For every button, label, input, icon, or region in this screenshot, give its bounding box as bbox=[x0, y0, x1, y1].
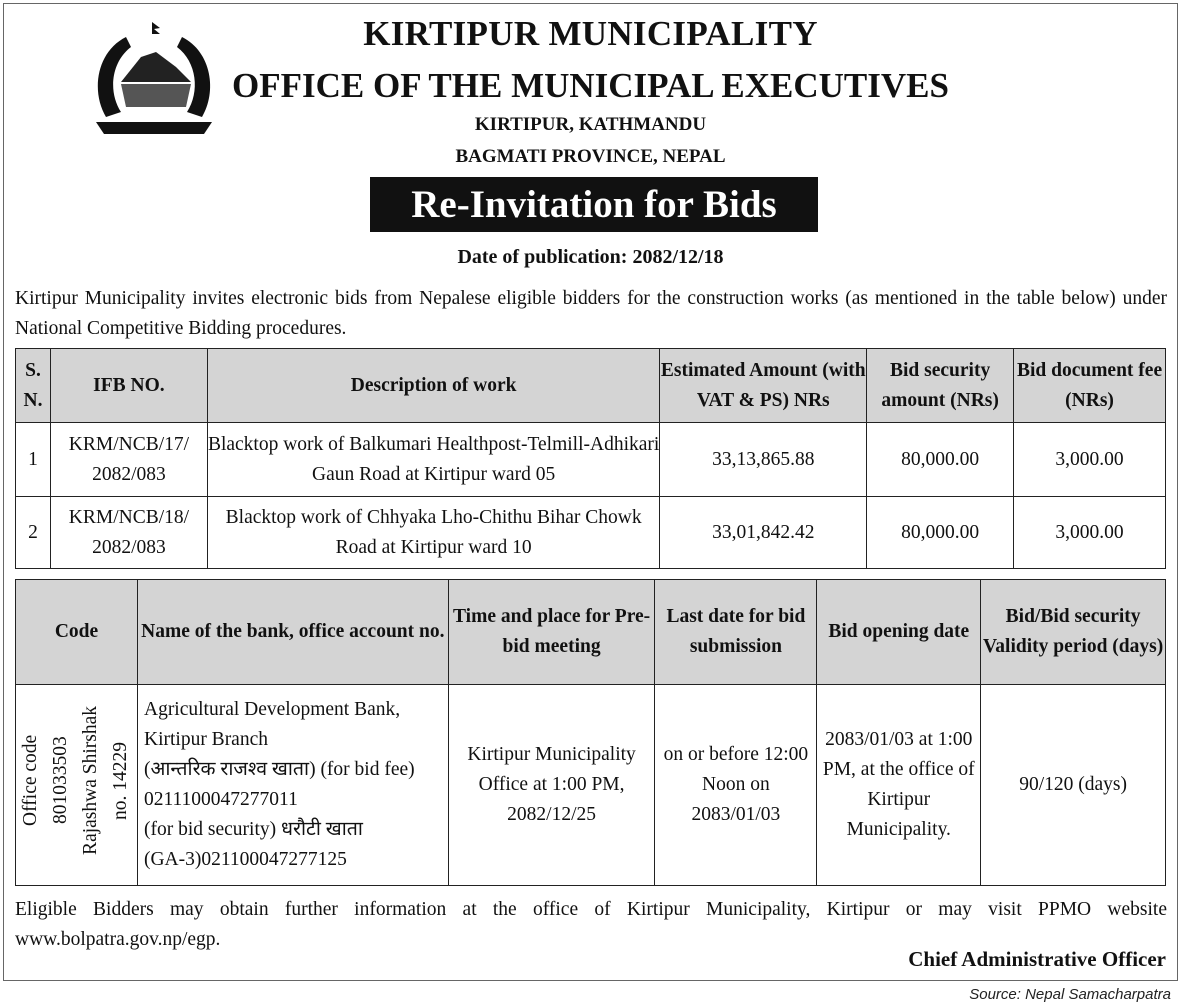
code-line: no. 14229 bbox=[110, 741, 132, 819]
bank-line: (आन्तरिक राजश्व खाता) (for bid fee) bbox=[143, 759, 415, 780]
publication-date: Date of publication: 2082/12/18 bbox=[457, 246, 724, 268]
header-description: Description of work bbox=[207, 349, 659, 423]
bid-details-table bbox=[15, 579, 1166, 886]
cell-security: 80,000.00 bbox=[867, 423, 1014, 497]
signatory: Chief Administrative Officer bbox=[908, 947, 1166, 971]
bank-line: Agricultural Development Bank, bbox=[143, 699, 401, 720]
footer-note: Eligible Bidders may obtain further information at the office of Kirtipur Municipality, Kirtipur or may visit PPMO website www.bolpatra.gov.np/egp. bbox=[15, 899, 1167, 950]
cell-security: 80,000.00 bbox=[867, 497, 1014, 569]
header-prebid: Time and place for Pre-bid meeting bbox=[448, 580, 655, 685]
table-row bbox=[16, 685, 1166, 886]
header-estimated-amount: Estimated Amount (with VAT & PS) NRs bbox=[660, 349, 867, 423]
code-line: Office code bbox=[20, 734, 42, 826]
cell-opening: 2083/01/03 at 1:00 PM, at the office of Kirtipur Municipality. bbox=[817, 685, 981, 886]
header-doc-fee: Bid document fee (NRs) bbox=[1014, 349, 1166, 423]
cell-description: Blacktop work of Chhyaka Lho-Chithu Bihar Chowk Road at Kirtipur ward 10 bbox=[207, 497, 659, 569]
source-credit: Source: Nepal Samacharpatra bbox=[969, 986, 1171, 1003]
office-province: BAGMATI PROVINCE, NEPAL bbox=[455, 146, 726, 167]
header-validity: Bid/Bid security Validity period (days) bbox=[981, 580, 1166, 685]
cell-sn: 1 bbox=[16, 423, 51, 497]
cell-bank bbox=[137, 685, 448, 886]
cell-code bbox=[16, 685, 138, 886]
intro-paragraph: Kirtipur Municipality invites electronic bids from Nepalese eligible bidders for the construction works (as mentioned in the table below) under National Competitive Bidding procedures. bbox=[15, 288, 1167, 339]
works-table bbox=[15, 348, 1166, 569]
bank-line: 0211100047277011 bbox=[143, 789, 298, 810]
cell-fee: 3,000.00 bbox=[1014, 497, 1166, 569]
table-row bbox=[16, 423, 1166, 497]
municipality-name: KIRTIPUR MUNICIPALITY bbox=[363, 14, 818, 53]
cell-amount: 33,13,865.88 bbox=[660, 423, 867, 497]
cell-ifb: KRM/NCB/18/ 2082/083 bbox=[50, 497, 207, 569]
header-last-date: Last date for bid submission bbox=[655, 580, 817, 685]
notice-title: Re-Invitation for Bids bbox=[370, 177, 818, 232]
cell-description: Blacktop work of Balkumari Healthpost-Telmill-Adhikari Gaun Road at Kirtipur ward 05 bbox=[207, 423, 659, 497]
header-opening: Bid opening date bbox=[817, 580, 981, 685]
bank-line: Kirtipur Branch bbox=[143, 729, 268, 750]
code-line: 801033503 bbox=[50, 736, 72, 824]
cell-last-date: on or before 12:00 Noon on 2083/01/03 bbox=[655, 685, 817, 886]
header-bank: Name of the bank, office account no. bbox=[137, 580, 448, 685]
cell-sn: 2 bbox=[16, 497, 51, 569]
header-ifb: IFB NO. bbox=[50, 349, 207, 423]
code-line: Rajashwa Shirshak bbox=[80, 705, 102, 855]
header-code: Code bbox=[16, 580, 138, 685]
office-location: KIRTIPUR, KATHMANDU bbox=[474, 114, 707, 135]
bank-line: (for bid security) धरौटी खाता bbox=[143, 819, 363, 840]
cell-amount: 33,01,842.42 bbox=[660, 497, 867, 569]
header-sn: S. N. bbox=[16, 349, 51, 423]
cell-fee: 3,000.00 bbox=[1014, 423, 1166, 497]
table-row bbox=[16, 497, 1166, 569]
cell-prebid: Kirtipur Municipality Office at 1:00 PM, 2082/12/25 bbox=[448, 685, 655, 886]
header-bid-security: Bid security amount (NRs) bbox=[867, 349, 1014, 423]
cell-ifb: KRM/NCB/17/ 2082/083 bbox=[50, 423, 207, 497]
office-name: OFFICE OF THE MUNICIPAL EXECUTIVES bbox=[232, 66, 949, 105]
cell-validity: 90/120 (days) bbox=[981, 685, 1166, 886]
bank-line: (GA-3)021100047277125 bbox=[143, 849, 347, 870]
